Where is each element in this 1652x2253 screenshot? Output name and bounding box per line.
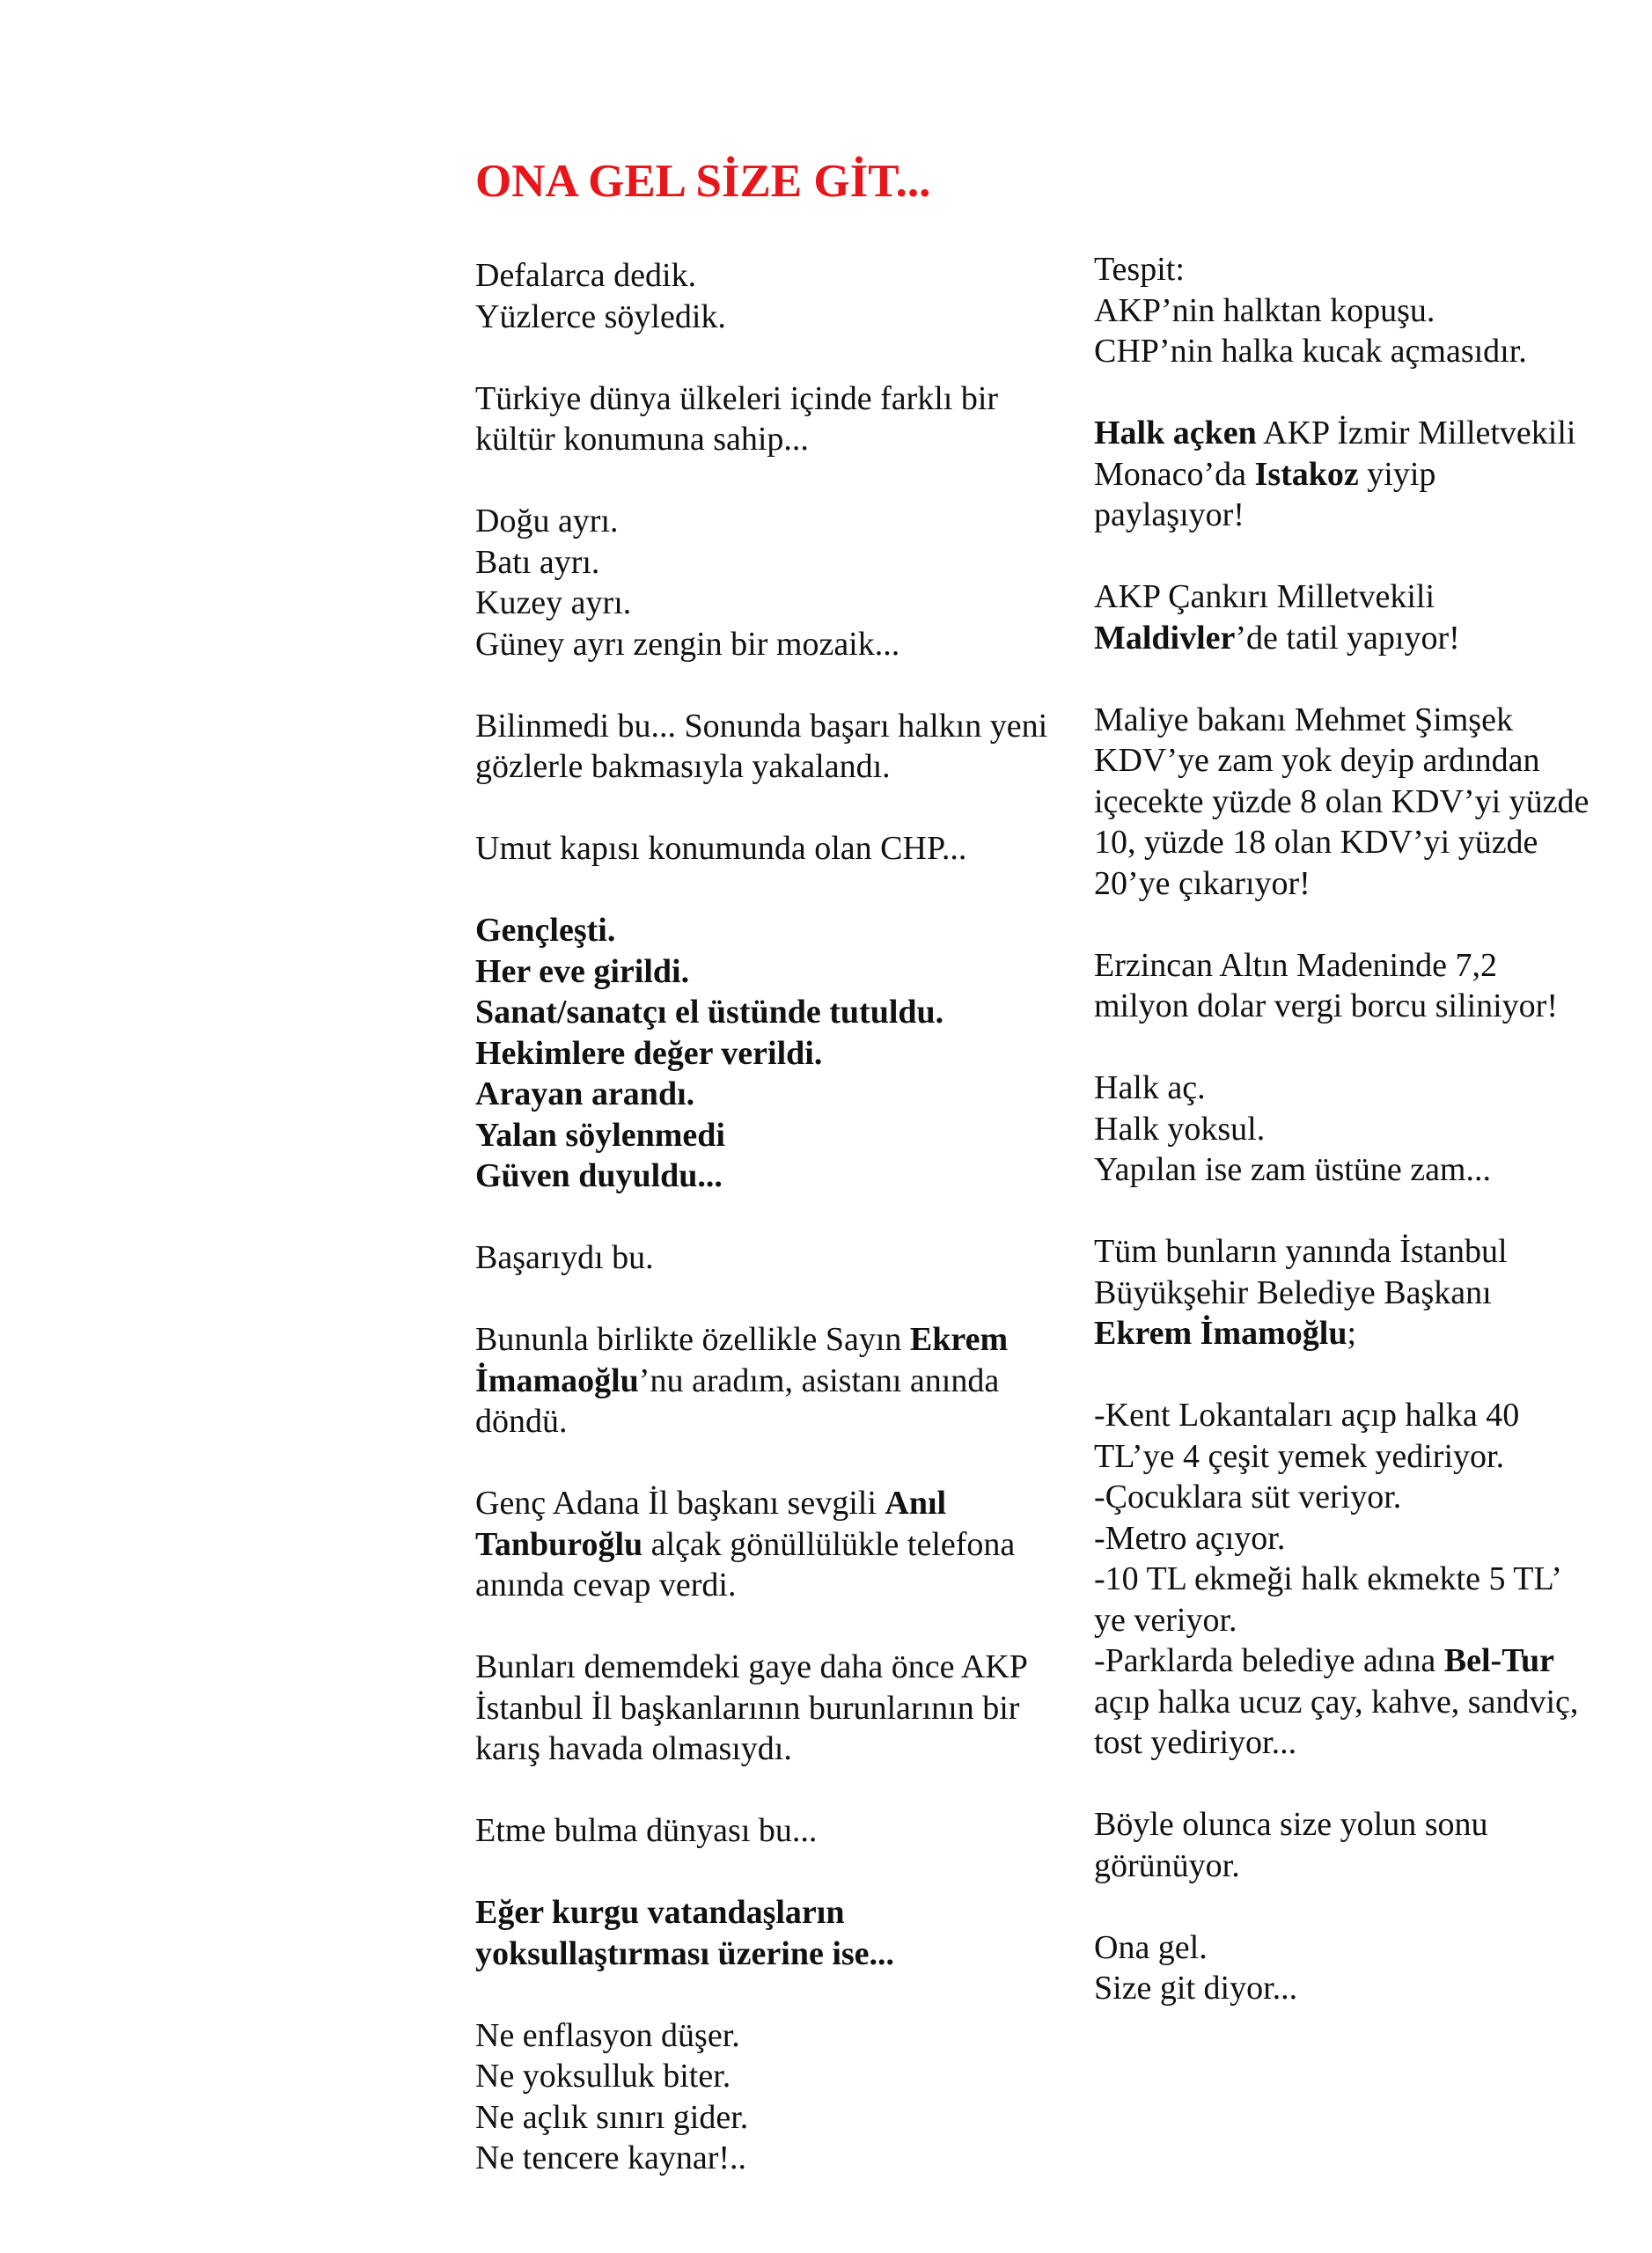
text-segment: Başarıydı bu. [475, 1239, 654, 1276]
text-line [475, 624, 1091, 665]
text-segment: Güney ayrı zengin bir mozaik... [475, 625, 900, 663]
bold-text: Hekimlere değer verildi. [475, 1034, 823, 1072]
text-segment: Türkiye dünya ülkeleri içinde farklı bir [475, 379, 999, 417]
text-segment: Yüzlerce söyledik. [475, 297, 726, 335]
text-segment: Halk yoksul. [1094, 1110, 1266, 1148]
text-segment: Ne yoksulluk biter. [475, 2058, 731, 2095]
text-segment: -10 TL ekmeği halk ekmekte 5 TL’ [1094, 1560, 1562, 1597]
text-line [1094, 454, 1640, 495]
text-segment: paylaşıyor! [1094, 496, 1245, 533]
text-segment: milyon dolar vergi borcu siliniyor! [1094, 987, 1558, 1024]
text-line [475, 1319, 1091, 1361]
text-line [1094, 863, 1640, 905]
bold-text: Ekrem [909, 1321, 1009, 1358]
text-line [475, 2056, 1091, 2097]
text-segment: kültür konumuna sahip... [475, 421, 809, 458]
bold-text: Güven duyuldu... [475, 1157, 723, 1194]
text-line [475, 2138, 1091, 2179]
text-line [1094, 782, 1640, 823]
text-segment: döndü. [475, 1403, 568, 1440]
bold-text: Tanburoğlu [475, 1525, 643, 1563]
text-segment: Bilinmedi bu... Sonunda başarı halkın yeni [475, 707, 1048, 745]
paragraph [1094, 1804, 1640, 1886]
text-line [1094, 740, 1640, 782]
text-line [1094, 1436, 1640, 1478]
text-line [1094, 1395, 1640, 1436]
paragraph [475, 910, 1091, 1197]
text-line [1094, 1477, 1640, 1518]
bold-text: Istakoz [1254, 455, 1359, 493]
text-line [1094, 1313, 1640, 1354]
text-segment: Ona gel. [1094, 1928, 1208, 1966]
text-line [475, 1647, 1091, 1688]
text-line [475, 419, 1091, 460]
text-line [475, 992, 1091, 1033]
text-segment: Bununla birlikte özellikle Sayın [475, 1321, 910, 1358]
text-line [475, 501, 1091, 542]
bold-text: Yalan söylenmedi [475, 1116, 725, 1154]
bold-text: Sanat/sanatçı el üstünde tutuldu. [475, 994, 944, 1031]
text-line [475, 583, 1091, 624]
text-line [1094, 986, 1640, 1027]
text-segment: -Parklarda belediye adına [1094, 1642, 1444, 1679]
paragraph [475, 828, 1091, 870]
text-line [475, 1033, 1091, 1075]
text-segment: Tespit: [1094, 251, 1185, 288]
paragraph [475, 1483, 1091, 1606]
text-segment: Monaco’da [1094, 455, 1255, 493]
text-segment: 10, yüzde 18 olan KDV’yi yüzde [1094, 824, 1538, 861]
text-line [1094, 1559, 1640, 1600]
text-segment: Böyle olunca size yolun sonu [1094, 1806, 1488, 1843]
paragraph [475, 501, 1091, 664]
text-line [475, 1934, 1091, 1975]
text-line [1094, 1600, 1640, 1641]
text-line [475, 1565, 1091, 1606]
text-line [475, 1810, 1091, 1852]
text-segment: Doğu ayrı. [475, 503, 619, 539]
paragraph [1094, 576, 1640, 658]
text-line [1094, 249, 1640, 290]
article-title: ONA GEL SİZE GİT... [475, 156, 931, 207]
text-segment: yiyip [1358, 455, 1436, 493]
text-line [475, 951, 1091, 993]
paragraph [1094, 1231, 1640, 1354]
text-line [475, 1115, 1091, 1156]
text-line [1094, 290, 1640, 332]
text-line [475, 1237, 1091, 1279]
text-segment: ’de tatil yapıyor! [1235, 619, 1460, 657]
text-segment: -Metro açıyor. [1094, 1519, 1286, 1557]
text-line [1094, 1518, 1640, 1559]
text-segment: Size git diyor... [1094, 1970, 1298, 2007]
paragraph [1094, 1395, 1640, 1764]
text-segment: ye veriyor. [1094, 1601, 1237, 1639]
bold-text: Her eve girildi. [475, 952, 690, 990]
text-line [475, 828, 1091, 870]
text-segment: Yapılan ise zam üstüne zam... [1094, 1151, 1491, 1188]
text-segment: gözlerle bakmasıyla yakalandı. [475, 748, 891, 785]
text-line [475, 1074, 1091, 1115]
text-line [1094, 1804, 1640, 1846]
text-line [1094, 945, 1640, 987]
text-segment: tost yediriyor... [1094, 1724, 1297, 1761]
text-line [475, 378, 1091, 420]
text-segment: Umut kapısı konumunda olan CHP... [475, 830, 967, 867]
bold-text: Maldivler [1094, 619, 1236, 657]
text-line [1094, 1231, 1640, 1273]
text-segment: CHP’nin halka kucak açmasıdır. [1094, 333, 1527, 370]
text-line [475, 2015, 1091, 2057]
text-line [475, 1688, 1091, 1729]
text-segment: AKP’nin halktan kopuşu. [1094, 291, 1435, 329]
text-line [475, 1892, 1091, 1934]
paragraph [475, 1810, 1091, 1852]
text-segment: -Kent Lokantaları açıp halka 40 [1094, 1397, 1520, 1434]
paragraph [475, 706, 1091, 788]
text-line [475, 1156, 1091, 1197]
text-segment: Büyükşehir Belediye Başkanı [1094, 1273, 1492, 1311]
text-segment: Maliye bakanı Mehmet Şimşek [1094, 701, 1513, 738]
text-line [475, 1483, 1091, 1524]
text-line [475, 1728, 1091, 1770]
paragraph [475, 1647, 1091, 1770]
paragraph [475, 1892, 1091, 1974]
text-segment: içecekte yüzde 8 olan KDV’yi yüzde [1094, 782, 1590, 820]
paragraph [1094, 1068, 1640, 1191]
text-segment: Bunları dememdeki gaye daha önce AKP [475, 1648, 1028, 1685]
bold-text: İmamaoğlu [475, 1361, 639, 1399]
text-segment: alçak gönüllülükle telefona [642, 1525, 1016, 1563]
bold-text: yoksullaştırması üzerine ise... [475, 1934, 895, 1972]
text-segment: 20’ye çıkarıyor! [1094, 864, 1311, 902]
text-segment: Defalarca dedik. [475, 257, 697, 294]
text-segment: KDV’ye zam yok deyip ardından [1094, 742, 1540, 779]
text-segment: ’nu aradım, asistanı anında [638, 1361, 1000, 1399]
text-line [1094, 576, 1640, 618]
text-line [475, 910, 1091, 951]
text-segment: Halk aç. [1094, 1069, 1206, 1106]
text-segment: AKP Çankırı Milletvekili [1094, 578, 1435, 615]
text-segment: Tüm bunların yanında İstanbul [1094, 1233, 1508, 1270]
bold-text: Halk açken [1094, 415, 1257, 451]
text-line [1094, 1682, 1640, 1723]
text-line [1094, 1846, 1640, 1887]
text-segment: Ne açlık sınırı gider. [475, 2098, 749, 2136]
text-line [1094, 822, 1640, 863]
text-segment: Batı ayrı. [475, 543, 600, 581]
text-segment: İstanbul İl başkanlarının burunlarının bir [475, 1689, 1020, 1727]
text-segment: Ne enflasyon düşer. [475, 2016, 740, 2054]
text-line [1094, 1722, 1640, 1764]
text-line [475, 297, 1091, 338]
text-line [1094, 331, 1640, 372]
paragraph [1094, 700, 1640, 905]
text-line [475, 1401, 1091, 1442]
text-line [475, 1524, 1091, 1566]
text-segment: Erzincan Altın Madeninde 7,2 [1094, 946, 1497, 984]
text-segment: Kuzey ayrı. [475, 584, 632, 621]
text-line [1094, 1273, 1640, 1314]
text-line [1094, 700, 1640, 741]
text-line [475, 1361, 1091, 1402]
text-line [1094, 1068, 1640, 1109]
text-segment: Etme bulma dünyası bu... [475, 1812, 818, 1849]
text-segment: Ne tencere kaynar!.. [475, 2139, 747, 2176]
text-line [475, 542, 1091, 583]
text-line [1094, 1968, 1640, 2009]
text-line [1094, 618, 1640, 659]
text-segment: AKP İzmir Milletvekili [1256, 415, 1576, 451]
text-segment: açıp halka ucuz çay, kahve, sandviç, [1094, 1683, 1579, 1721]
paragraph [475, 255, 1091, 337]
paragraph [475, 2015, 1091, 2179]
bold-text: Gençleşti. [475, 912, 616, 949]
paragraph [1094, 413, 1640, 536]
text-segment: karış havada olmasıydı. [475, 1730, 792, 1767]
text-line [1094, 1640, 1640, 1682]
paragraph [1094, 945, 1640, 1027]
text-line [1094, 1109, 1640, 1150]
text-line [475, 255, 1091, 297]
text-line [475, 746, 1091, 788]
right-column [1094, 249, 1640, 2050]
text-segment: ; [1347, 1315, 1357, 1352]
bold-text: Eğer kurgu vatandaşların [475, 1894, 845, 1931]
text-segment: Genç Adana İl başkanı sevgili [475, 1485, 885, 1522]
text-line [1094, 413, 1640, 454]
bold-text: Anıl [885, 1485, 947, 1522]
text-line [475, 706, 1091, 747]
text-segment: görünüyor. [1094, 1846, 1240, 1884]
text-line [1094, 1149, 1640, 1191]
bold-text: Bel-Tur [1443, 1642, 1555, 1679]
paragraph [475, 1237, 1091, 1279]
text-line [1094, 495, 1640, 536]
paragraph [475, 378, 1091, 460]
left-column [475, 255, 1091, 2220]
bold-text: Ekrem İmamoğlu [1094, 1315, 1347, 1352]
bold-text: Arayan arandı. [475, 1075, 695, 1112]
paragraph [1094, 249, 1640, 372]
paragraph [475, 1319, 1091, 1442]
text-line [475, 2097, 1091, 2139]
text-segment: TL’ye 4 çeşit yemek yediriyor. [1094, 1437, 1505, 1475]
text-segment: -Çocuklara süt veriyor. [1094, 1479, 1402, 1515]
text-segment: anında cevap verdi. [475, 1567, 737, 1604]
text-line [1094, 1927, 1640, 1969]
paragraph [1094, 1927, 1640, 2009]
